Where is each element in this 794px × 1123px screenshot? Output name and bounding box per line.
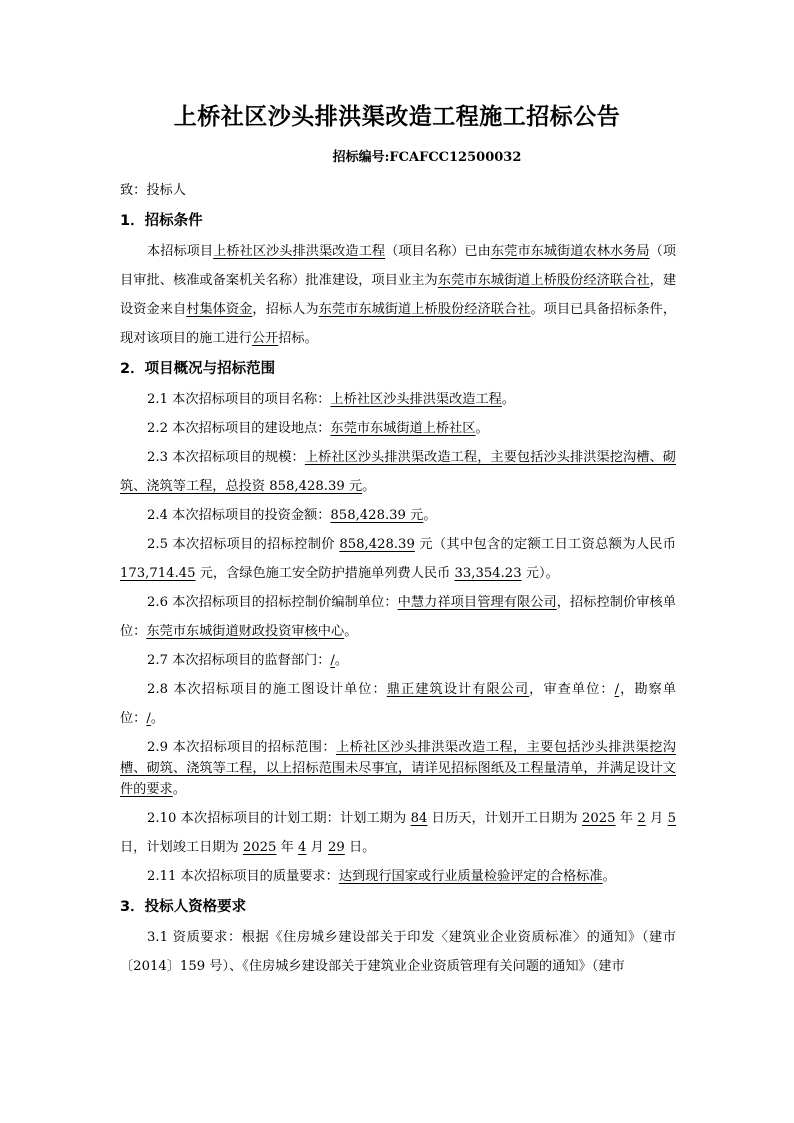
text: 。 [362,479,376,494]
item-2-1 [120,385,676,414]
start-month: 2 [637,811,646,826]
text: 2.5 本次招标项目的招标控制价 [147,537,340,552]
item-label: 2.9 本次招标项目的招标范围： [147,740,336,755]
item-label: 2.1 本次招标项目的项目名称： [147,392,331,407]
item-value: 上桥社区沙头排洪渠改造工程，主要包括沙头排洪渠挖沟槽、砌筑、浇筑等工程，以上招标范围未尽事宜，请详见招标图纸及工程量清单，并满足设计文件的要求 [120,740,676,797]
tenderer: 东莞市东城街道上桥股份经济联合社 [318,302,531,317]
text: 元（其中包含的定额工日工资总额为人民币 [414,537,676,552]
project-name: 上桥社区沙头排洪渠改造工程 [213,244,386,259]
text: 日历天，计划开工日期为 [427,811,582,826]
item-value: 东莞市东城街道上桥社区 [330,421,476,436]
text: 。 [501,392,516,407]
text: 。 [172,782,186,797]
item-2-7 [120,646,676,675]
bid-number: 招标编号:FCAFCC12500032 [332,150,522,165]
approval-authority: 东莞市东城街道农林水务局 [490,244,650,259]
end-year: 2025 [242,840,277,855]
text: 。 [334,653,349,668]
text: 月 [306,840,328,855]
text: 2.8 本次招标项目的施工图设计单位： [147,682,387,697]
item-value: 858,428.39 元 [330,508,424,523]
section-3-heading: 3．投标人资格要求 [120,899,247,915]
text: 招标。 [278,331,318,346]
text: （项目审批、核准或备案机关名称）批准建设，项目业主为 [120,244,677,288]
item-value: / [330,653,335,668]
text: 元）。 [521,566,559,581]
end-month: 4 [298,840,307,855]
text: 日，计划竣工日期为 [120,840,243,855]
text: 元，含绿色施工安全防护措施单列费人民币 [195,566,455,581]
end-day: 29 [328,840,345,855]
item-2-11 [120,862,676,891]
text: 本招标项目 [147,244,214,259]
text: 月 [645,811,668,826]
item-2-9 [120,737,676,800]
item-value: 上桥社区沙头排洪渠改造工程，主要包括沙头排洪渠挖沟槽、砌筑、浇筑等工程，总投资 858,428.39 元 [120,450,676,494]
review-unit: / [614,682,620,697]
item-label: 2.11 本次招标项目的质量要求： [147,869,339,884]
price-compiler: 中慧力祥项目管理有限公司 [397,595,557,610]
item-label: 2.2 本次招标项目的建设地点： [147,421,331,436]
text: ，审查单位： [529,682,615,697]
item-value: 达到现行国家或行业质量检验评定的合格标准 [338,869,603,884]
item-2-6 [120,588,676,646]
start-year: 2025 [581,811,616,826]
text: 。 [602,869,616,884]
text: 。 [423,508,437,523]
item-2-10 [120,804,676,862]
text: 。 [475,421,489,436]
start-day: 5 [667,811,677,826]
item-label: 2.3 本次招标项目的规模： [147,450,305,465]
price-auditor: 东莞市东城街道财政投资审核中心 [146,624,345,639]
safety-measure-fee: 33,354.23 [454,566,522,581]
item-label: 2.4 本次招标项目的投资金额： [147,508,331,523]
item-2-4 [120,501,676,530]
salutation: 致：投标人 [120,183,186,198]
page-title: 上桥社区沙头排洪渠改造工程施工招标公告 [173,104,621,130]
text: 年 [276,840,299,855]
text: 日。 [344,840,376,855]
tender-method: 公开 [251,331,279,346]
item-3-1: 3.1 资质要求：根据《住房城乡建设部关于印发〈建筑业企业资质标准〉的通知》（建市〔2014〕159 号）、《住房城乡建设部关于建筑业企业资质管理有关问题的通知》（建市 [120,930,676,974]
section-2-heading: 2．项目概况与招标范围 [120,361,276,377]
item-2-3 [120,443,676,501]
item-2-8 [120,675,676,733]
project-owner: 东莞市东城街道上桥股份经济联合社 [437,273,650,288]
document-body [120,176,676,981]
survey-unit: / [146,711,151,726]
duration-days: 84 [410,811,428,826]
control-price: 858,428.39 [339,537,415,552]
text: 年 [615,811,638,826]
fund-source: 村集体资金 [186,302,253,317]
text: （项目名称）已由 [385,244,491,259]
text: 。 [344,624,358,639]
item-2-5 [120,530,676,588]
text: 。 [150,711,165,726]
item-value: 上桥社区沙头排洪渠改造工程 [330,392,502,407]
text: 2.6 本次招标项目的招标控制价编制单位： [147,595,398,610]
text: ，勘察单位： [120,682,677,726]
item-label: 2.7 本次招标项目的监督部门： [147,653,331,668]
section-1-heading: 1．招标条件 [120,213,203,229]
text: ，招标人为 [252,302,319,317]
text: 。项目已具备招标条件，现对该项目的施工进行 [120,302,677,346]
text: ，招标控制价审核单位： [120,595,677,639]
labor-wage-total: 173,714.45 [120,566,196,581]
text: ，建设资金来自 [120,273,677,317]
item-2-2 [120,414,676,443]
design-unit: 鼎正建筑设计有限公司 [386,682,530,697]
section-1-paragraph [120,237,676,353]
text: 2.10 本次招标项目的计划工期：计划工期为 [147,811,411,826]
